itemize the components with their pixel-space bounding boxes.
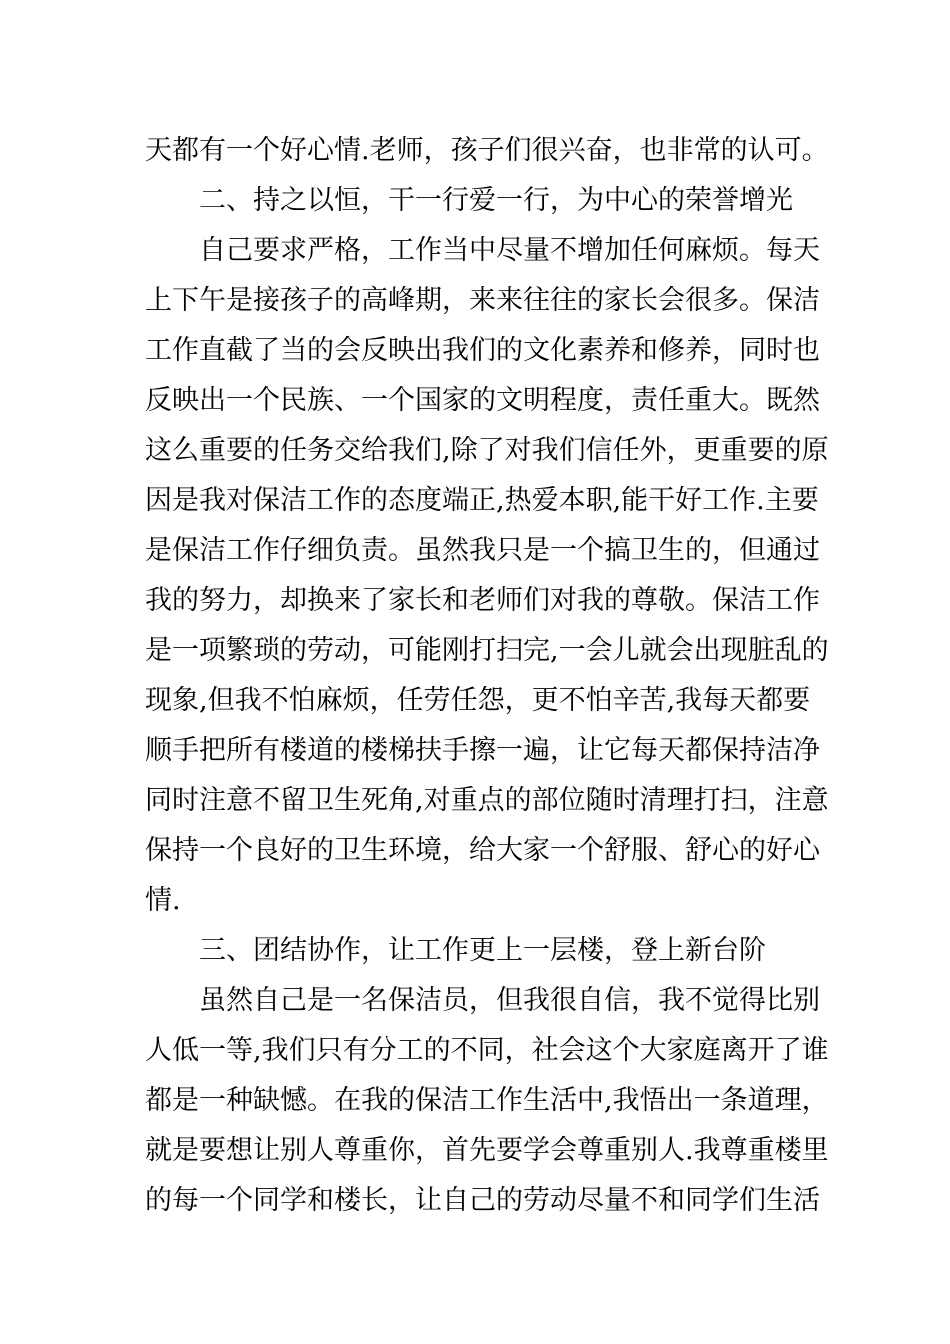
section-heading: 三、团结协作，让工作更上一层楼，登上新台阶 <box>199 935 766 966</box>
text-line: 虽然自己是一名保洁员，但我很自信，我不觉得比别 <box>199 985 820 1016</box>
intro-paragraph <box>145 126 829 176</box>
text-line: 都是一种缺憾。在我的保洁工作生活中,我悟出一条道理， <box>145 1085 829 1116</box>
section-3-heading <box>145 926 810 976</box>
text-line: 同时注意不留卫生死角,对重点的部位随时清理打扫，注意 <box>145 785 829 816</box>
section-2-heading <box>145 176 810 226</box>
text-line: 工作直截了当的会反映出我们的文化素养和修养，同时也 <box>145 335 820 366</box>
text-line: 我的努力，却换来了家长和老师们对我的尊敬。保洁工作 <box>145 585 820 616</box>
text-line: 这么重要的任务交给我们,除了对我们信任外，更重要的原 <box>145 435 829 466</box>
text-line: 是一项繁琐的劳动，可能刚打扫完,一会儿就会出现脏乱的 <box>145 635 829 666</box>
text-line: 顺手把所有楼道的楼梯扶手擦一遍，让它每天都保持洁净 <box>145 735 820 766</box>
text-line: 是保洁工作仔细负责。虽然我只是一个搞卫生的，但通过 <box>145 535 820 566</box>
text-line: 就是要想让别人尊重你，首先要学会尊重别人.我尊重楼里 <box>145 1135 829 1166</box>
section-3-paragraph <box>145 976 829 1226</box>
text-line: 现象,但我不怕麻烦，任劳任怨，更不怕辛苦,我每天都要 <box>145 685 811 716</box>
text-line: 因是我对保洁工作的态度端正,热爱本职,能干好工作.主要 <box>145 485 819 516</box>
section-heading: 二、持之以恒，干一行爱一行，为中心的荣誉增光 <box>199 185 793 216</box>
text-line: 上下午是接孩子的高峰期，来来往往的家长会很多。保洁 <box>145 285 820 316</box>
text-line: 保持一个良好的卫生环境，给大家一个舒服、舒心的好心 <box>145 835 820 866</box>
text-line: 天都有一个好心情.老师，孩子们很兴奋，也非常的认可。 <box>145 135 829 166</box>
document-body <box>145 126 829 1226</box>
text-line: 情. <box>145 885 181 916</box>
text-line: 反映出一个民族、一个国家的文明程度，责任重大。既然 <box>145 385 820 416</box>
section-2-paragraph <box>145 226 829 926</box>
text-line: 的每一个同学和楼长，让自己的劳动尽量不和同学们生活 <box>145 1185 820 1216</box>
text-line: 人低一等,我们只有分工的不同，社会这个大家庭离开了谁 <box>145 1035 829 1066</box>
text-line: 自己要求严格，工作当中尽量不增加任何麻烦。每天 <box>199 235 820 266</box>
